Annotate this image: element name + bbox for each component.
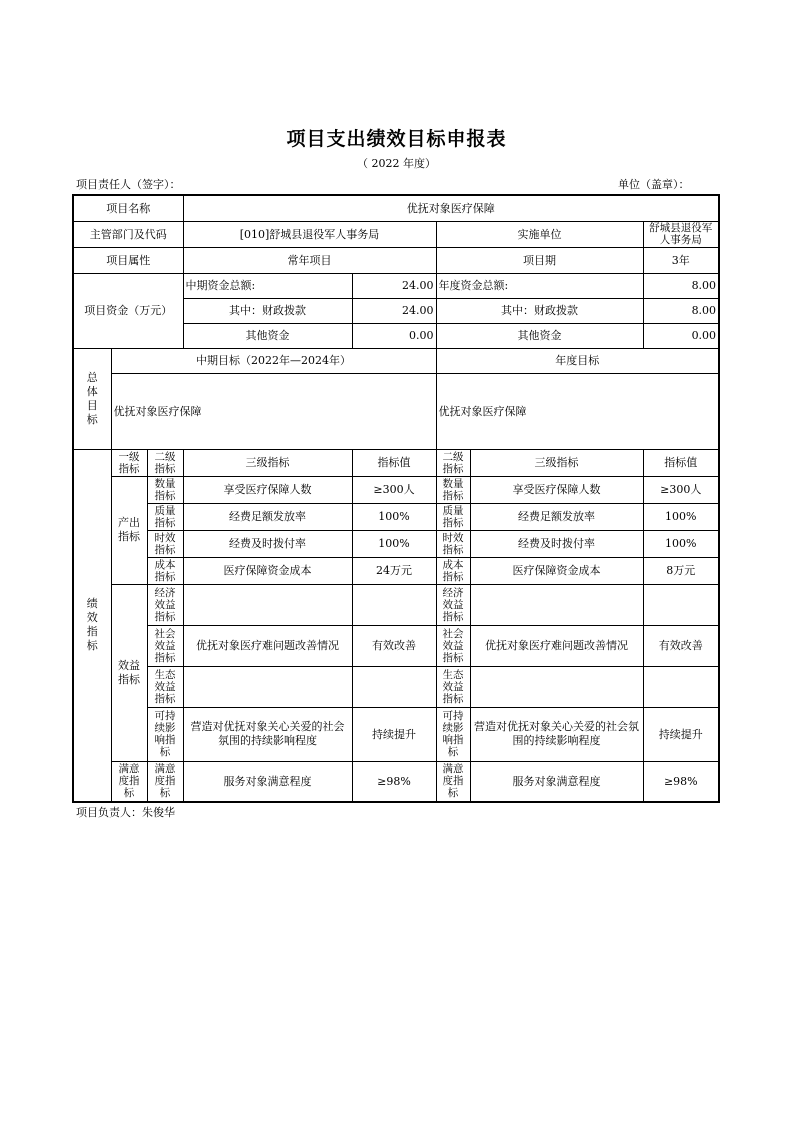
indicator-annual-l3: 优抚对象医疗难问题改善情况	[470, 625, 643, 666]
overall-goal-label: 总体目标	[73, 348, 111, 449]
annual-total-value: 8.00	[643, 273, 719, 298]
indicator-annual-l2: 质量指标	[436, 503, 470, 530]
performance-form-table	[72, 194, 720, 803]
indicator-annual-value: ≥300人	[643, 476, 719, 503]
indicator-annual-l2: 数量指标	[436, 476, 470, 503]
indicator-mid-l3: 医疗保障资金成本	[183, 557, 352, 584]
annual-value-header: 指标值	[643, 449, 719, 476]
satisfaction-group-label: 满意度指标	[111, 761, 147, 802]
lvl1-header: 一级指标	[111, 449, 147, 476]
indicator-annual-value: ≥98%	[643, 761, 719, 802]
annual-lvl3-header: 三级指标	[470, 449, 643, 476]
mid-total-value: 24.00	[352, 273, 436, 298]
annual-other-label: 其他资金	[436, 323, 643, 348]
indicator-annual-value	[643, 584, 719, 625]
benefit-group-label: 效益指标	[111, 584, 147, 761]
impl-unit-value: 舒城县退役军人事务局	[643, 221, 719, 247]
indicator-annual-value	[643, 666, 719, 707]
indicator-mid-l3: 优抚对象医疗难问题改善情况	[183, 625, 352, 666]
indicator-annual-value: 100%	[643, 530, 719, 557]
indicator-mid-l3: 享受医疗保障人数	[183, 476, 352, 503]
mid-goal-header: 中期目标（2022年—2024年）	[111, 348, 436, 373]
project-lead-footer: 项目负责人：朱俊华	[76, 806, 175, 819]
indicator-annual-l3: 医疗保障资金成本	[470, 557, 643, 584]
indicator-mid-value: 100%	[352, 530, 436, 557]
mid-other-label: 其他资金	[183, 323, 352, 348]
indicator-annual-l2: 经济效益指标	[436, 584, 470, 625]
project-period-label: 项目期	[436, 247, 643, 273]
mid-total-label: 中期资金总额:	[183, 273, 352, 298]
indicator-mid-value: 持续提升	[352, 707, 436, 761]
impl-unit-label: 实施单位	[436, 221, 643, 247]
annual-other-value: 0.00	[643, 323, 719, 348]
output-group-label: 产出指标	[111, 476, 147, 584]
indicator-annual-l3	[470, 666, 643, 707]
mid-fiscal-label: 其中：财政拨款	[183, 298, 352, 323]
indicator-annual-value: 有效改善	[643, 625, 719, 666]
indicator-mid-l3: 服务对象满意程度	[183, 761, 352, 802]
annual-lvl2-header: 二级指标	[436, 449, 470, 476]
indicator-l2: 满意度指标	[147, 761, 183, 802]
indicator-mid-value	[352, 666, 436, 707]
mid-goal-text: 优抚对象医疗保障	[111, 373, 436, 449]
indicator-annual-value: 8万元	[643, 557, 719, 584]
mid-other-value: 0.00	[352, 323, 436, 348]
indicator-annual-value: 100%	[643, 503, 719, 530]
indicator-mid-value	[352, 584, 436, 625]
indicator-annual-l3: 经费足额发放率	[470, 503, 643, 530]
indicator-mid-value: 24万元	[352, 557, 436, 584]
indicator-l2: 成本指标	[147, 557, 183, 584]
indicator-l2: 时效指标	[147, 530, 183, 557]
indicator-annual-l2: 生态效益指标	[436, 666, 470, 707]
project-name-label: 项目名称	[73, 195, 183, 221]
indicator-mid-value: ≥98%	[352, 761, 436, 802]
indicator-annual-l2: 时效指标	[436, 530, 470, 557]
annual-fiscal-value: 8.00	[643, 298, 719, 323]
indicator-annual-l2: 成本指标	[436, 557, 470, 584]
dept-code-label: 主管部门及代码	[73, 221, 183, 247]
indicator-mid-value: ≥300人	[352, 476, 436, 503]
indicator-l2: 经济效益指标	[147, 584, 183, 625]
indicator-annual-l3: 经费及时拨付率	[470, 530, 643, 557]
indicator-annual-l3: 服务对象满意程度	[470, 761, 643, 802]
indicator-l2: 社会效益指标	[147, 625, 183, 666]
perf-indicators-label: 绩效指标	[73, 449, 111, 802]
indicator-l2: 可持续影响指标	[147, 707, 183, 761]
annual-total-label: 年度资金总额:	[436, 273, 643, 298]
indicator-mid-l3: 营造对优抚对象关心关爱的社会氛围的持续影响程度	[183, 707, 352, 761]
indicator-mid-l3: 经费足额发放率	[183, 503, 352, 530]
indicator-annual-l3	[470, 584, 643, 625]
indicator-mid-value: 100%	[352, 503, 436, 530]
project-period-value: 3年	[643, 247, 719, 273]
annual-fiscal-label: 其中：财政拨款	[436, 298, 643, 323]
unit-seal-label: 单位（盖章）：	[618, 178, 690, 191]
indicator-mid-value: 有效改善	[352, 625, 436, 666]
funds-label: 项目资金（万元）	[73, 273, 183, 348]
form-title: 项目支出绩效目标申报表	[286, 128, 507, 150]
year-line: （ 2022 年度）	[357, 157, 436, 170]
indicator-annual-l3: 营造对优抚对象关心关爱的社会氛围的持续影响程度	[470, 707, 643, 761]
mid-lvl3-header: 三级指标	[183, 449, 352, 476]
indicator-annual-l2: 社会效益指标	[436, 625, 470, 666]
project-attr-value: 常年项目	[183, 247, 436, 273]
indicator-mid-l3	[183, 666, 352, 707]
indicator-l2: 质量指标	[147, 503, 183, 530]
annual-goal-header: 年度目标	[436, 348, 719, 373]
mid-value-header: 指标值	[352, 449, 436, 476]
indicator-annual-l2: 可持续影响指标	[436, 707, 470, 761]
project-name-value: 优抚对象医疗保障	[183, 195, 719, 221]
mid-fiscal-value: 24.00	[352, 298, 436, 323]
responsible-signature-label: 项目责任人（签字）：	[76, 178, 181, 191]
indicator-mid-l3: 经费及时拨付率	[183, 530, 352, 557]
project-attr-label: 项目属性	[73, 247, 183, 273]
annual-goal-text: 优抚对象医疗保障	[436, 373, 719, 449]
indicator-l2: 生态效益指标	[147, 666, 183, 707]
indicator-annual-l2: 满意度指标	[436, 761, 470, 802]
dept-code-value: [010]舒城县退役军人事务局	[183, 221, 436, 247]
lvl2-header: 二级指标	[147, 449, 183, 476]
indicator-mid-l3	[183, 584, 352, 625]
indicator-annual-l3: 享受医疗保障人数	[470, 476, 643, 503]
indicator-annual-value: 持续提升	[643, 707, 719, 761]
indicator-l2: 数量指标	[147, 476, 183, 503]
